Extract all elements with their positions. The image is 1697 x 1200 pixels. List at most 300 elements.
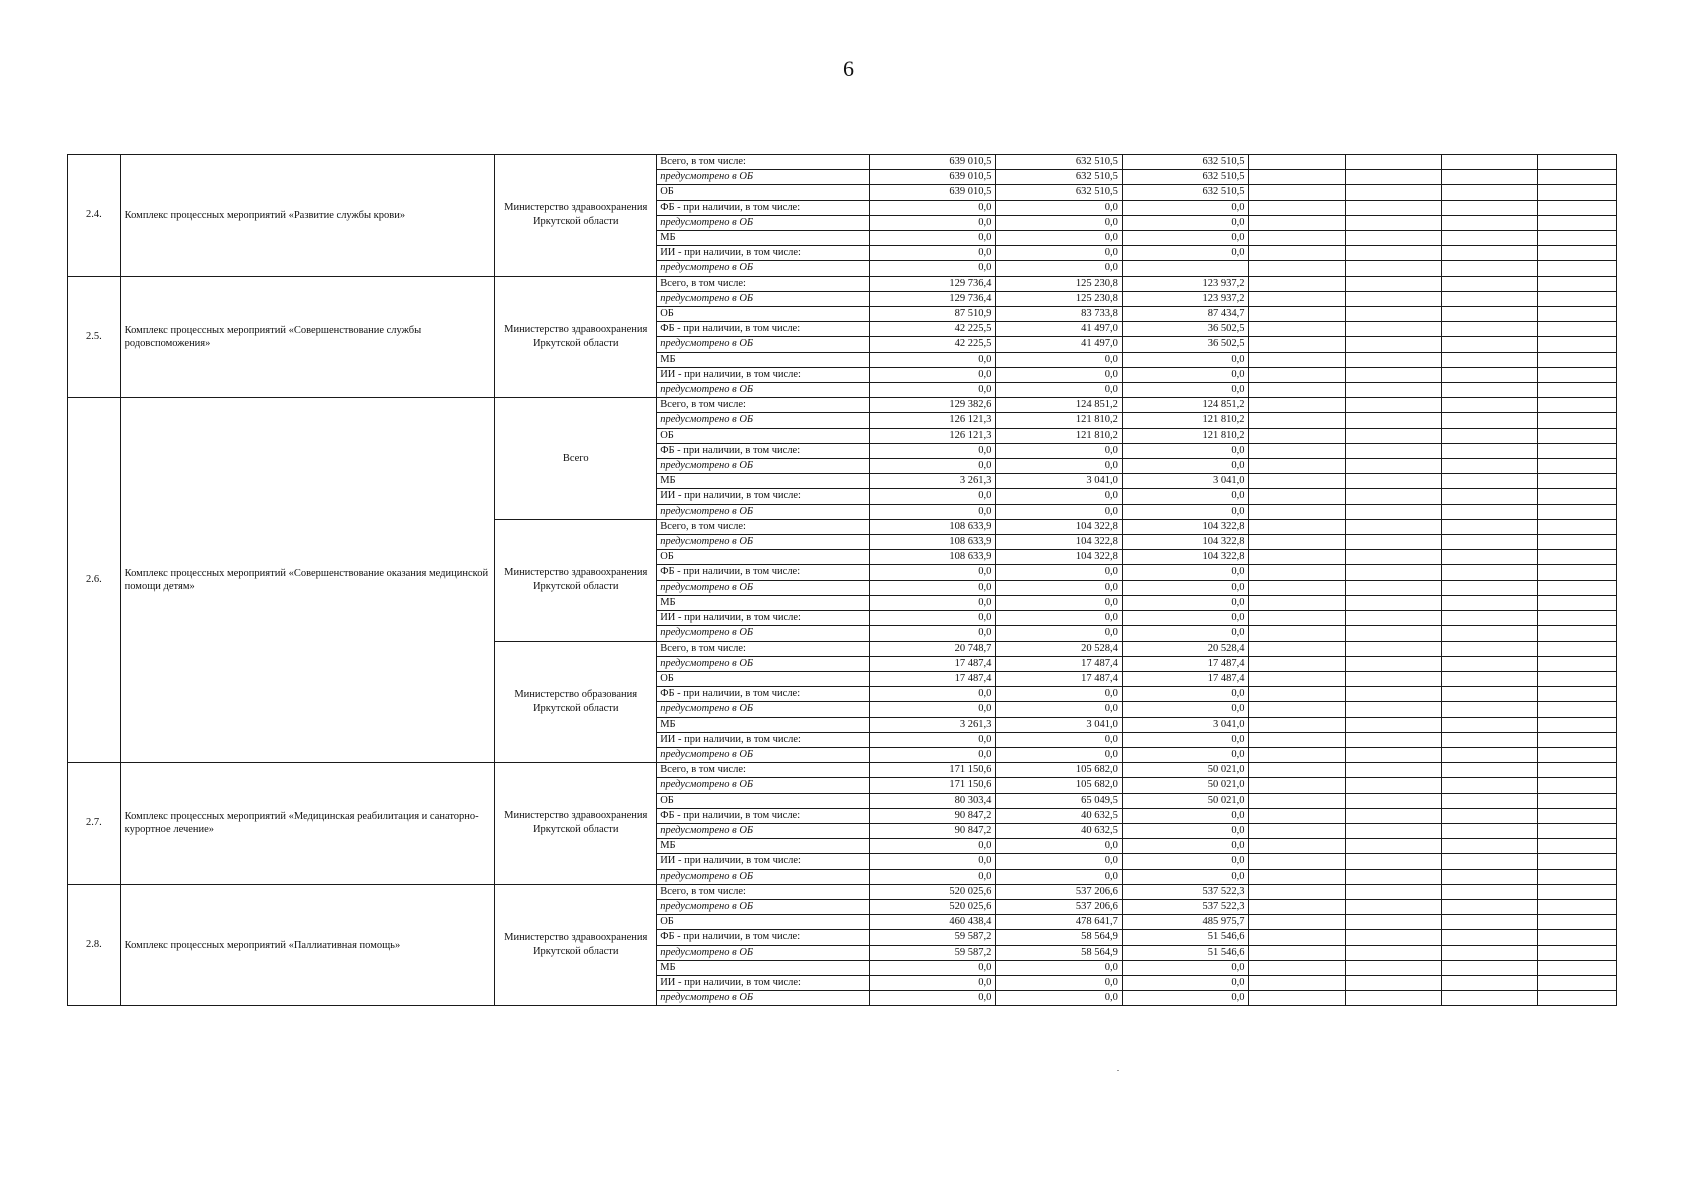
empty-cell	[1441, 854, 1537, 869]
empty-cell	[1345, 869, 1441, 884]
empty-cell	[1345, 899, 1441, 914]
empty-cell	[1249, 960, 1345, 975]
empty-cell	[1537, 687, 1616, 702]
empty-cell	[1537, 200, 1616, 215]
amount-cell: 104 322,8	[1122, 519, 1249, 534]
amount-cell: 0,0	[996, 261, 1123, 276]
amount-cell: 0,0	[1122, 808, 1249, 823]
empty-cell	[1537, 307, 1616, 322]
amount-cell: 17 487,4	[996, 656, 1123, 671]
amount-cell: 171 150,6	[869, 763, 996, 778]
funding-source-label: ФБ - при наличии, в том числе:	[657, 930, 870, 945]
amount-cell: 17 487,4	[996, 671, 1123, 686]
funding-source-label: предусмотрено в ОБ	[657, 383, 870, 398]
amount-cell: 0,0	[1122, 459, 1249, 474]
amount-cell: 0,0	[1122, 869, 1249, 884]
amount-cell: 0,0	[869, 489, 996, 504]
empty-cell	[1537, 565, 1616, 580]
empty-cell	[1537, 930, 1616, 945]
amount-cell: 478 641,7	[996, 915, 1123, 930]
amount-cell: 0,0	[869, 504, 996, 519]
item-number: 2.4.	[68, 155, 121, 277]
amount-cell: 632 510,5	[996, 155, 1123, 170]
empty-cell	[1537, 960, 1616, 975]
amount-cell: 0,0	[869, 215, 996, 230]
empty-cell	[1249, 839, 1345, 854]
amount-cell: 0,0	[869, 231, 996, 246]
empty-cell	[1537, 747, 1616, 762]
funding-source-label: предусмотрено в ОБ	[657, 945, 870, 960]
funding-source-label: ИИ - при наличии, в том числе:	[657, 854, 870, 869]
item-number: 2.8.	[68, 884, 121, 1006]
empty-cell	[1537, 839, 1616, 854]
funding-source-label: предусмотрено в ОБ	[657, 991, 870, 1006]
empty-cell	[1537, 580, 1616, 595]
item-name: Комплекс процессных мероприятий «Паллиативная помощь»	[120, 884, 495, 1006]
empty-cell	[1441, 398, 1537, 413]
empty-cell	[1249, 443, 1345, 458]
funding-source-label: предусмотрено в ОБ	[657, 291, 870, 306]
empty-cell	[1537, 155, 1616, 170]
empty-cell	[1537, 246, 1616, 261]
empty-cell	[1537, 428, 1616, 443]
amount-cell: 0,0	[1122, 443, 1249, 458]
empty-cell	[1345, 960, 1441, 975]
amount-cell: 0,0	[869, 869, 996, 884]
empty-cell	[1537, 413, 1616, 428]
amount-cell: 125 230,8	[996, 276, 1123, 291]
amount-cell: 537 522,3	[1122, 899, 1249, 914]
budget-table	[67, 154, 1617, 1006]
amount-cell: 0,0	[869, 975, 996, 990]
empty-cell	[1537, 231, 1616, 246]
amount-cell: 537 206,6	[996, 899, 1123, 914]
amount-cell: 0,0	[996, 246, 1123, 261]
amount-cell: 0,0	[996, 960, 1123, 975]
empty-cell	[1249, 823, 1345, 838]
empty-cell	[1249, 550, 1345, 565]
item-name: Комплекс процессных мероприятий «Совершенствование службы родовспоможения»	[120, 276, 495, 398]
amount-cell: 0,0	[1122, 839, 1249, 854]
amount-cell: 50 021,0	[1122, 778, 1249, 793]
table-row	[68, 276, 1617, 291]
empty-cell	[1345, 915, 1441, 930]
amount-cell: 0,0	[996, 595, 1123, 610]
amount-cell: 58 564,9	[996, 930, 1123, 945]
amount-cell: 0,0	[869, 991, 996, 1006]
amount-cell: 124 851,2	[1122, 398, 1249, 413]
empty-cell	[1345, 747, 1441, 762]
amount-cell: 42 225,5	[869, 322, 996, 337]
funding-source-label: ИИ - при наличии, в том числе:	[657, 489, 870, 504]
empty-cell	[1537, 915, 1616, 930]
amount-cell: 0,0	[869, 246, 996, 261]
empty-cell	[1537, 991, 1616, 1006]
empty-cell	[1345, 413, 1441, 428]
empty-cell	[1441, 474, 1537, 489]
amount-cell: 123 937,2	[1122, 291, 1249, 306]
empty-cell	[1441, 246, 1537, 261]
amount-cell: 0,0	[996, 504, 1123, 519]
empty-cell	[1345, 428, 1441, 443]
amount-cell: 537 522,3	[1122, 884, 1249, 899]
amount-cell: 104 322,8	[996, 535, 1123, 550]
empty-cell	[1537, 899, 1616, 914]
amount-cell: 125 230,8	[996, 291, 1123, 306]
amount-cell: 639 010,5	[869, 155, 996, 170]
empty-cell	[1345, 200, 1441, 215]
empty-cell	[1345, 504, 1441, 519]
empty-cell	[1249, 200, 1345, 215]
amount-cell: 520 025,6	[869, 884, 996, 899]
amount-cell: 0,0	[1122, 854, 1249, 869]
amount-cell: 0,0	[1122, 975, 1249, 990]
amount-cell: 0,0	[869, 854, 996, 869]
amount-cell: 17 487,4	[869, 671, 996, 686]
executor-name: Министерство здравоохранения Иркутской области	[495, 519, 657, 641]
empty-cell	[1249, 595, 1345, 610]
amount-cell: 90 847,2	[869, 808, 996, 823]
empty-cell	[1537, 443, 1616, 458]
amount-cell: 0,0	[869, 352, 996, 367]
funding-source-label: Всего, в том числе:	[657, 155, 870, 170]
empty-cell	[1537, 459, 1616, 474]
amount-cell: 0,0	[869, 611, 996, 626]
amount-cell: 0,0	[996, 443, 1123, 458]
empty-cell	[1249, 322, 1345, 337]
executor-name: Министерство здравоохранения Иркутской области	[495, 763, 657, 885]
amount-cell: 121 810,2	[996, 413, 1123, 428]
amount-cell: 105 682,0	[996, 778, 1123, 793]
empty-cell	[1249, 930, 1345, 945]
empty-cell	[1441, 930, 1537, 945]
empty-cell	[1441, 580, 1537, 595]
funding-source-label: предусмотрено в ОБ	[657, 215, 870, 230]
empty-cell	[1249, 656, 1345, 671]
amount-cell: 3 041,0	[1122, 717, 1249, 732]
empty-cell	[1249, 580, 1345, 595]
amount-cell: 0,0	[869, 747, 996, 762]
empty-cell	[1537, 367, 1616, 382]
amount-cell: 632 510,5	[1122, 170, 1249, 185]
amount-cell: 3 261,3	[869, 474, 996, 489]
empty-cell	[1441, 550, 1537, 565]
funding-source-label: предусмотрено в ОБ	[657, 702, 870, 717]
empty-cell	[1441, 200, 1537, 215]
funding-source-label: МБ	[657, 595, 870, 610]
empty-cell	[1249, 747, 1345, 762]
empty-cell	[1345, 474, 1441, 489]
funding-source-label: предусмотрено в ОБ	[657, 823, 870, 838]
amount-cell: 108 633,9	[869, 535, 996, 550]
empty-cell	[1249, 185, 1345, 200]
amount-cell: 0,0	[869, 960, 996, 975]
empty-cell	[1345, 975, 1441, 990]
empty-cell	[1441, 535, 1537, 550]
empty-cell	[1537, 656, 1616, 671]
empty-cell	[1537, 550, 1616, 565]
funding-source-label: ОБ	[657, 793, 870, 808]
amount-cell: 485 975,7	[1122, 915, 1249, 930]
funding-source-label: ФБ - при наличии, в том числе:	[657, 687, 870, 702]
empty-cell	[1441, 595, 1537, 610]
empty-cell	[1249, 641, 1345, 656]
amount-cell: 20 528,4	[996, 641, 1123, 656]
empty-cell	[1441, 671, 1537, 686]
amount-cell: 3 041,0	[996, 717, 1123, 732]
amount-cell: 83 733,8	[996, 307, 1123, 322]
funding-source-label: предусмотрено в ОБ	[657, 656, 870, 671]
funding-source-label: ОБ	[657, 307, 870, 322]
empty-cell	[1441, 261, 1537, 276]
empty-cell	[1441, 975, 1537, 990]
empty-cell	[1345, 276, 1441, 291]
amount-cell: 104 322,8	[1122, 535, 1249, 550]
empty-cell	[1537, 322, 1616, 337]
amount-cell: 639 010,5	[869, 185, 996, 200]
empty-cell	[1249, 671, 1345, 686]
amount-cell: 0,0	[1122, 702, 1249, 717]
empty-cell	[1537, 975, 1616, 990]
funding-source-label: МБ	[657, 960, 870, 975]
amount-cell: 0,0	[996, 854, 1123, 869]
amount-cell: 0,0	[869, 261, 996, 276]
amount-cell: 0,0	[869, 732, 996, 747]
empty-cell	[1537, 398, 1616, 413]
amount-cell: 460 438,4	[869, 915, 996, 930]
empty-cell	[1345, 778, 1441, 793]
amount-cell: 0,0	[869, 565, 996, 580]
item-name: Комплекс процессных мероприятий «Совершенствование оказания медицинской помощи детям»	[120, 398, 495, 763]
executor-name: Министерство образования Иркутской области	[495, 641, 657, 763]
amount-cell: 0,0	[869, 459, 996, 474]
amount-cell: 0,0	[869, 702, 996, 717]
empty-cell	[1249, 763, 1345, 778]
empty-cell	[1441, 489, 1537, 504]
empty-cell	[1441, 793, 1537, 808]
empty-cell	[1249, 687, 1345, 702]
empty-cell	[1537, 337, 1616, 352]
amount-cell: 0,0	[1122, 595, 1249, 610]
funding-source-label: предусмотрено в ОБ	[657, 337, 870, 352]
amount-cell: 632 510,5	[996, 170, 1123, 185]
empty-cell	[1441, 778, 1537, 793]
empty-cell	[1441, 413, 1537, 428]
amount-cell: 0,0	[869, 839, 996, 854]
funding-source-label: ИИ - при наличии, в том числе:	[657, 246, 870, 261]
funding-source-label: предусмотрено в ОБ	[657, 869, 870, 884]
empty-cell	[1345, 717, 1441, 732]
amount-cell: 124 851,2	[996, 398, 1123, 413]
empty-cell	[1249, 778, 1345, 793]
empty-cell	[1345, 595, 1441, 610]
empty-cell	[1441, 565, 1537, 580]
amount-cell: 0,0	[1122, 991, 1249, 1006]
amount-cell: 0,0	[996, 626, 1123, 641]
empty-cell	[1441, 231, 1537, 246]
amount-cell: 0,0	[996, 352, 1123, 367]
amount-cell: 59 587,2	[869, 945, 996, 960]
amount-cell: 0,0	[1122, 626, 1249, 641]
amount-cell: 0,0	[996, 991, 1123, 1006]
empty-cell	[1441, 687, 1537, 702]
funding-source-label: Всего, в том числе:	[657, 641, 870, 656]
amount-cell: 0,0	[996, 975, 1123, 990]
amount-cell: 108 633,9	[869, 519, 996, 534]
funding-source-label: предусмотрено в ОБ	[657, 261, 870, 276]
amount-cell: 121 810,2	[1122, 413, 1249, 428]
amount-cell: 108 633,9	[869, 550, 996, 565]
empty-cell	[1345, 322, 1441, 337]
empty-cell	[1441, 945, 1537, 960]
amount-cell: 59 587,2	[869, 930, 996, 945]
amount-cell: 0,0	[869, 595, 996, 610]
amount-cell: 171 150,6	[869, 778, 996, 793]
empty-cell	[1537, 595, 1616, 610]
funding-source-label: ФБ - при наличии, в том числе:	[657, 443, 870, 458]
empty-cell	[1249, 170, 1345, 185]
amount-cell: 50 021,0	[1122, 763, 1249, 778]
amount-cell: 0,0	[869, 580, 996, 595]
amount-cell: 40 632,5	[996, 808, 1123, 823]
empty-cell	[1537, 793, 1616, 808]
empty-cell	[1249, 519, 1345, 534]
empty-cell	[1249, 808, 1345, 823]
funding-source-label: ОБ	[657, 915, 870, 930]
empty-cell	[1537, 611, 1616, 626]
amount-cell: 104 322,8	[996, 550, 1123, 565]
empty-cell	[1441, 276, 1537, 291]
empty-cell	[1249, 155, 1345, 170]
empty-cell	[1249, 231, 1345, 246]
funding-source-label: ОБ	[657, 550, 870, 565]
table-row	[68, 398, 1617, 413]
amount-cell: 121 810,2	[996, 428, 1123, 443]
empty-cell	[1249, 413, 1345, 428]
funding-source-label: Всего, в том числе:	[657, 276, 870, 291]
amount-cell: 0,0	[869, 443, 996, 458]
empty-cell	[1537, 170, 1616, 185]
empty-cell	[1249, 215, 1345, 230]
empty-cell	[1249, 367, 1345, 382]
amount-cell: 0,0	[869, 626, 996, 641]
funding-source-label: МБ	[657, 352, 870, 367]
amount-cell: 3 261,3	[869, 717, 996, 732]
amount-cell: 0,0	[996, 383, 1123, 398]
amount-cell: 58 564,9	[996, 945, 1123, 960]
amount-cell: 40 632,5	[996, 823, 1123, 838]
empty-cell	[1537, 291, 1616, 306]
amount-cell: 0,0	[1122, 504, 1249, 519]
amount-cell: 632 510,5	[996, 185, 1123, 200]
empty-cell	[1345, 839, 1441, 854]
empty-cell	[1345, 671, 1441, 686]
empty-cell	[1345, 550, 1441, 565]
empty-cell	[1441, 763, 1537, 778]
empty-cell	[1441, 747, 1537, 762]
empty-cell	[1345, 367, 1441, 382]
funding-source-label: предусмотрено в ОБ	[657, 504, 870, 519]
empty-cell	[1441, 307, 1537, 322]
empty-cell	[1441, 352, 1537, 367]
funding-source-label: ФБ - при наличии, в том числе:	[657, 808, 870, 823]
empty-cell	[1249, 626, 1345, 641]
amount-cell: 0,0	[996, 200, 1123, 215]
empty-cell	[1345, 231, 1441, 246]
funding-source-label: предусмотрено в ОБ	[657, 413, 870, 428]
empty-cell	[1249, 276, 1345, 291]
funding-source-label: ФБ - при наличии, в том числе:	[657, 565, 870, 580]
empty-cell	[1345, 945, 1441, 960]
funding-source-label: предусмотрено в ОБ	[657, 170, 870, 185]
empty-cell	[1441, 899, 1537, 914]
amount-cell: 0,0	[1122, 383, 1249, 398]
empty-cell	[1441, 185, 1537, 200]
amount-cell: 0,0	[996, 580, 1123, 595]
empty-cell	[1345, 656, 1441, 671]
funding-source-label: Всего, в том числе:	[657, 763, 870, 778]
funding-source-label: МБ	[657, 839, 870, 854]
amount-cell: 0,0	[1122, 215, 1249, 230]
empty-cell	[1249, 489, 1345, 504]
amount-cell: 0,0	[996, 215, 1123, 230]
empty-cell	[1537, 276, 1616, 291]
empty-cell	[1441, 732, 1537, 747]
empty-cell	[1537, 474, 1616, 489]
empty-cell	[1345, 398, 1441, 413]
amount-cell: 0,0	[1122, 823, 1249, 838]
empty-cell	[1249, 565, 1345, 580]
empty-cell	[1345, 763, 1441, 778]
empty-cell	[1441, 337, 1537, 352]
empty-cell	[1249, 337, 1345, 352]
amount-cell: 0,0	[1122, 367, 1249, 382]
amount-cell: 0,0	[1122, 611, 1249, 626]
empty-cell	[1345, 793, 1441, 808]
empty-cell	[1537, 261, 1616, 276]
empty-cell	[1345, 215, 1441, 230]
empty-cell	[1249, 991, 1345, 1006]
empty-cell	[1249, 307, 1345, 322]
empty-cell	[1345, 489, 1441, 504]
amount-cell: 80 303,4	[869, 793, 996, 808]
amount-cell: 0,0	[996, 687, 1123, 702]
amount-cell: 90 847,2	[869, 823, 996, 838]
empty-cell	[1441, 626, 1537, 641]
item-number: 2.6.	[68, 398, 121, 763]
empty-cell	[1345, 702, 1441, 717]
empty-cell	[1537, 884, 1616, 899]
empty-cell	[1345, 611, 1441, 626]
empty-cell	[1345, 170, 1441, 185]
empty-cell	[1441, 504, 1537, 519]
funding-source-label: предусмотрено в ОБ	[657, 580, 870, 595]
table-row	[68, 884, 1617, 899]
amount-cell: 0,0	[996, 747, 1123, 762]
amount-cell: 3 041,0	[996, 474, 1123, 489]
amount-cell: 65 049,5	[996, 793, 1123, 808]
amount-cell: 0,0	[996, 459, 1123, 474]
item-number: 2.5.	[68, 276, 121, 398]
amount-cell: 0,0	[869, 367, 996, 382]
amount-cell: 104 322,8	[996, 519, 1123, 534]
amount-cell: 520 025,6	[869, 899, 996, 914]
funding-source-label: МБ	[657, 231, 870, 246]
funding-source-label: МБ	[657, 474, 870, 489]
amount-cell: 129 736,4	[869, 276, 996, 291]
funding-source-label: предусмотрено в ОБ	[657, 778, 870, 793]
funding-source-label: ФБ - при наличии, в том числе:	[657, 200, 870, 215]
